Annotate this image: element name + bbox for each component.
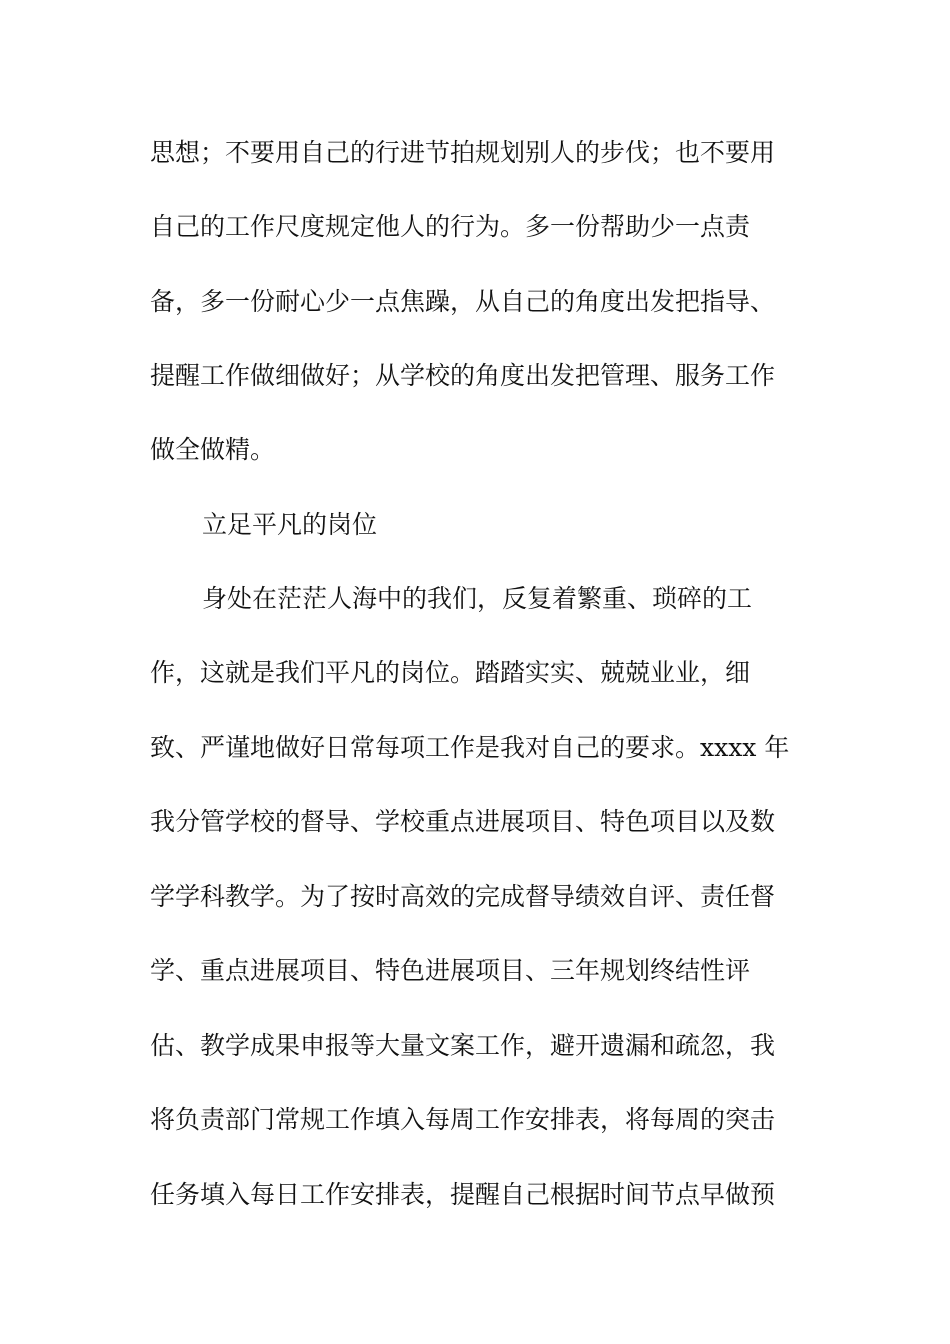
paragraph-line: 任务填入每日工作安排表，提醒自己根据时间节点早做预 — [150, 1180, 776, 1209]
paragraph-line: 提醒工作做细做好；从学校的角度出发把管理、服务工作 — [150, 361, 776, 390]
paragraph-line: 我分管学校的督导、学校重点进展项目、特色项目以及数 — [150, 807, 776, 836]
paragraph-line: 做全做精。 — [150, 435, 276, 464]
paragraph-line: 作，这就是我们平凡的岗位。踏踏实实、兢兢业业，细 — [150, 658, 751, 687]
paragraph-line: 学学科教学。为了按时高效的完成督导绩效自评、责任督 — [150, 882, 776, 911]
paragraph-line: 致、严谨地做好日常每项工作是我对自己的要求。xxxx 年 — [150, 733, 790, 762]
paragraph-line: 估、教学成果申报等大量文案工作，避开遗漏和疏忽，我 — [150, 1031, 776, 1060]
paragraph-line: 身处在茫茫人海中的我们，反复着繁重、琐碎的工 — [202, 584, 753, 613]
paragraph-line: 学、重点进展项目、特色进展项目、三年规划终结性评 — [150, 956, 751, 985]
paragraph-line: 自己的工作尺度规定他人的行为。多一份帮助少一点责 — [150, 212, 751, 241]
section-heading: 立足平凡的岗位 — [202, 510, 378, 539]
paragraph-line: 备，多一份耐心少一点焦躁，从自己的角度出发把指导、 — [150, 287, 776, 316]
paragraph-line: 将负责部门常规工作填入每周工作安排表，将每周的突击 — [150, 1105, 776, 1134]
paragraph-line: 思想；不要用自己的行进节拍规划别人的步伐；也不要用 — [150, 138, 776, 167]
